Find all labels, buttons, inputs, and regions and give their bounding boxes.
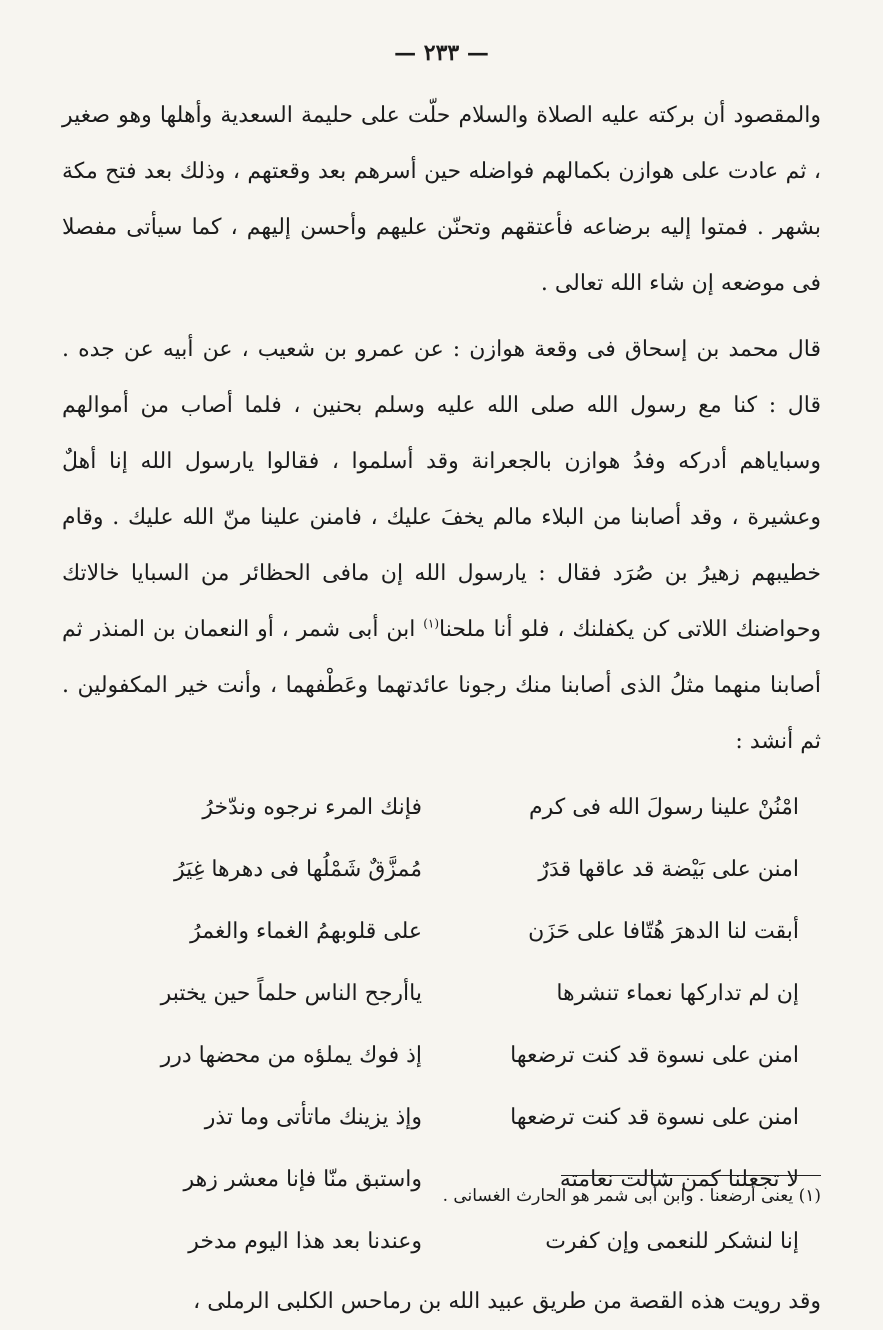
footnote-divider: [561, 1175, 821, 1176]
poem-verse: [62, 1024, 821, 1086]
verse-second-hemistich: على قلوبهمُ الغماء والغمرُ: [190, 918, 422, 944]
poem-verse: [62, 838, 821, 900]
verse-first-hemistich: أبقت لنا الدهرَ هُتّافا على حَزَن: [528, 918, 799, 944]
verse-first-hemistich: إن لم تداركها نعماء تنشرها: [556, 980, 799, 1006]
poem-verse: [62, 1086, 821, 1148]
verse-second-hemistich: واستبق منّا فإنا معشر زهر: [183, 1166, 422, 1192]
verse-first-hemistich: امنن على نسوة قد كنت ترضعها: [510, 1042, 799, 1068]
poem-verse: [62, 900, 821, 962]
paragraph-2-continuation: ابن أبى شمر ، أو النعمان بن المنذر ثم أصابنا منهما مثلُ الذى أصابنا منك رجونا عائدتهما وعَطْفهما ، وأنت خير المكفولين . ثم أنشد :: [62, 617, 821, 754]
paragraph-2: [62, 322, 821, 770]
verse-second-hemistich: ياأرجح الناس حلماً حين يختبر: [160, 980, 422, 1006]
verse-second-hemistich: وإذ يزينك ماتأتى وما تذر: [204, 1104, 422, 1130]
page-number: — ٢٣٣ —: [394, 40, 489, 66]
verse-second-hemistich: فإنك المرء نرجوه وندّخرُ: [202, 794, 422, 820]
verse-first-hemistich: امْنُنْ علينا رسولَ الله فى كرم: [528, 794, 799, 820]
verse-second-hemistich: وعندنا بعد هذا اليوم مدخر: [188, 1228, 422, 1254]
closing-line: وقد رويت هذه القصة من طريق عبيد الله بن رماحس الكلبى الرملى ،: [193, 1289, 821, 1314]
poem-verse: [62, 962, 821, 1024]
footnote: (١) يعنى أرضعنا . وابن أبى شمر هو الحارث الغسانى .: [442, 1186, 821, 1206]
verse-second-hemistich: مُمزَّقٌ شَمْلُها فى دهرها غِيَرُ: [174, 856, 422, 882]
paragraph-1: والمقصود أن بركته عليه الصلاة والسلام حلّت على حليمة السعدية وأهلها وهو صغير ، ثم عادت على هوازن بكمالهم فواضله حين أسرهم بعد وقعتهم ، وذلك بعد فتح مكة بشهر . فمتوا إليه برضاعه فأعتقهم وتحنّن عليهم وأحسن إليهم ، كما سيأتى مفصلا فى موضعه إن شاء الله تعالى .: [62, 103, 821, 296]
verse-first-hemistich: إنا لنشكر للنعمى وإن كفرت: [545, 1228, 799, 1254]
poem-verse: [62, 776, 821, 838]
verse-first-hemistich: لا تجعلنا كمن شالت نعامته: [559, 1166, 799, 1192]
verse-first-hemistich: امنن على نسوة قد كنت ترضعها: [510, 1104, 799, 1130]
footnote-reference: (١): [423, 616, 440, 631]
verse-first-hemistich: امنن على بَيْضة قد عاقها قدَرٌ: [538, 856, 799, 882]
verse-second-hemistich: إذ فوك يملؤه من محضها درر: [160, 1042, 422, 1068]
poem-verse: [62, 1210, 821, 1272]
paragraph-2-text: قال محمد بن إسحاق فى وقعة هوازن : عن عمرو بن شعيب ، عن أبيه عن جده . قال : كنا مع رسول الله صلى الله عليه وسلم بحنين ، فلما أصاب من أموالهم وسباياهم أدركه وفدُ هوازن بالجعرانة وقد أسلموا ، فقالوا يارسول الله إنا أهلٌ وعشيرة ، وقد أصابنا من البلاء مالم يخفَ عليك ، فامنن علينا منّ الله عليك . وقام خطيبهم زهيرُ بن صُرَد فقال : يارسول الله إن مافى الحظائر من السبايا خالاتك وحواضنك اللاتى كن يكفلنك ، فلو أنا ملحنا: [62, 337, 821, 642]
